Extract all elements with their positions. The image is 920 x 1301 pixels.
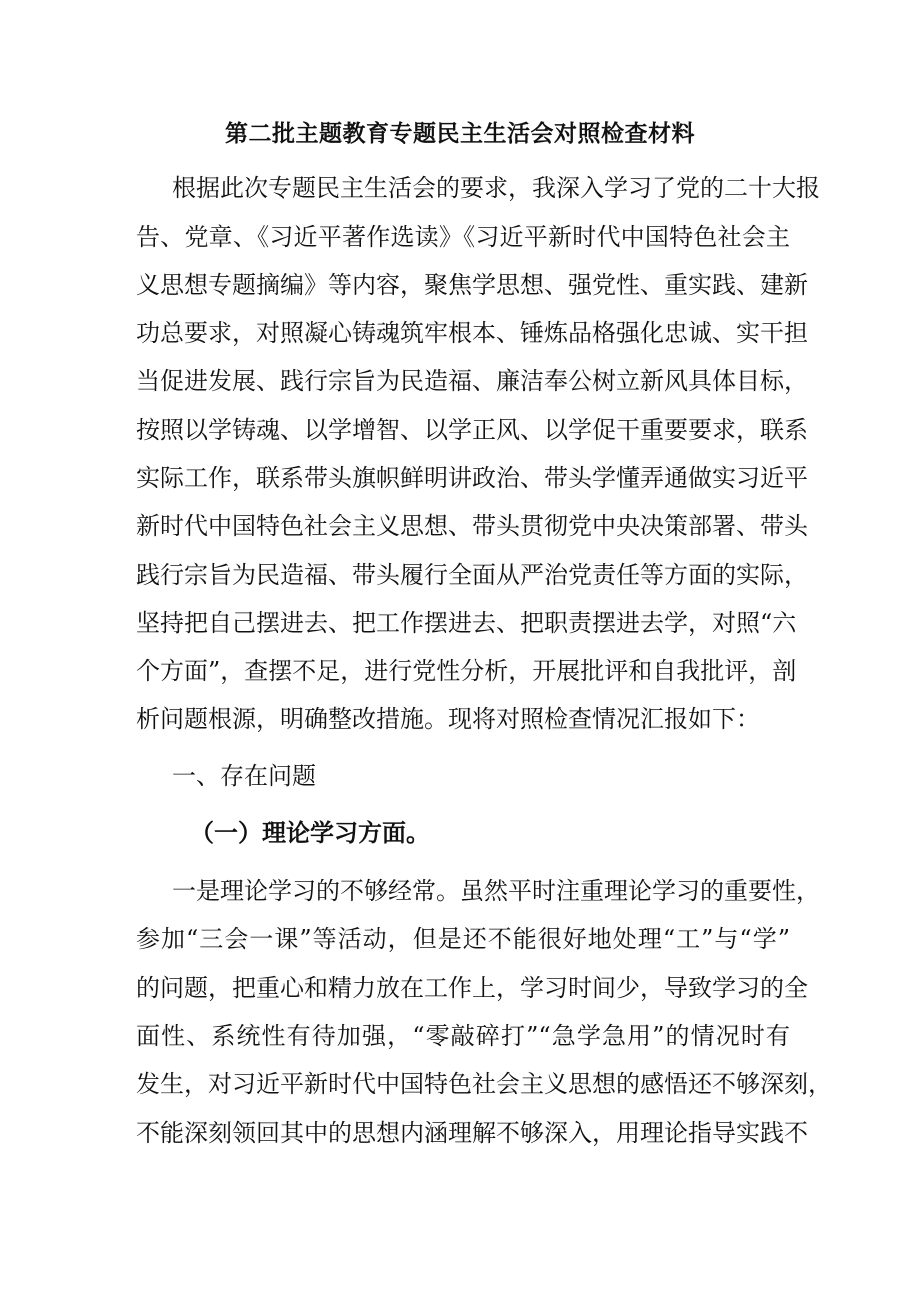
body-line: 一是理论学习的不够经常。虽然平时注重理论学习的重要性， xyxy=(172,877,820,905)
intro-line: 义思想专题摘编》等内容，聚焦学思想、强党性、重实践、建新 xyxy=(136,271,808,299)
intro-line: 按照以学铸魂、以学增智、以学正风、以学促干重要要求，联系 xyxy=(136,416,808,444)
intro-line: 告、党章、《习近平著作选读》《习近平新时代中国特色社会主 xyxy=(136,223,790,251)
body-line: 面性、系统性有待加强，“零敲碎打”“急学急用”的情况时有 xyxy=(136,1022,790,1050)
intro-line: 当促进发展、践行宗旨为民造福、廉洁奉公树立新风具体目标， xyxy=(136,367,808,395)
body-line: 不能深刻领回其中的思想内涵理解不够深入，用理论指导实践不 xyxy=(136,1119,808,1147)
intro-line: 功总要求，对照凝心铸魂筑牢根本、锤炼品格强化忠诚、实干担 xyxy=(136,319,808,347)
document-title: 第二批主题教育专题民主生活会对照检查材料 xyxy=(225,120,695,147)
subsection-heading: （一）理论学习方面。 xyxy=(190,818,430,847)
intro-line: 践行宗旨为民造福、带头履行全面从严治党责任等方面的实际， xyxy=(136,561,808,589)
intro-line: 坚持把自己摆进去、把工作摆进去、把职责摆进去学，对照“六 xyxy=(136,609,797,637)
body-line: 参加“三会一课”等活动，但是还不能很好地处理“工”与“学” xyxy=(136,925,790,953)
body-line: 发生，对习近平新时代中国特色社会主义思想的感悟还不够深刻， xyxy=(136,1070,832,1098)
intro-line: 个方面”，查摆不足，进行党性分析，开展批评和自我批评，剖 xyxy=(136,657,797,685)
intro-line: 实际工作，联系带头旗帜鲜明讲政治、带头学懂弄通做实习近平 xyxy=(136,464,808,492)
section-heading: 一、存在问题 xyxy=(172,762,316,790)
body-line: 的问题，把重心和精力放在工作上，学习时间少，导致学习的全 xyxy=(136,974,808,1002)
intro-line: 析问题根源，明确整改措施。现将对照检查情况汇报如下： xyxy=(136,705,760,733)
intro-line: 新时代中国特色社会主义思想、带头贯彻党中央决策部署、带头 xyxy=(136,512,808,540)
intro-line: 根据此次专题民主生活会的要求，我深入学习了党的二十大报 xyxy=(172,174,820,202)
